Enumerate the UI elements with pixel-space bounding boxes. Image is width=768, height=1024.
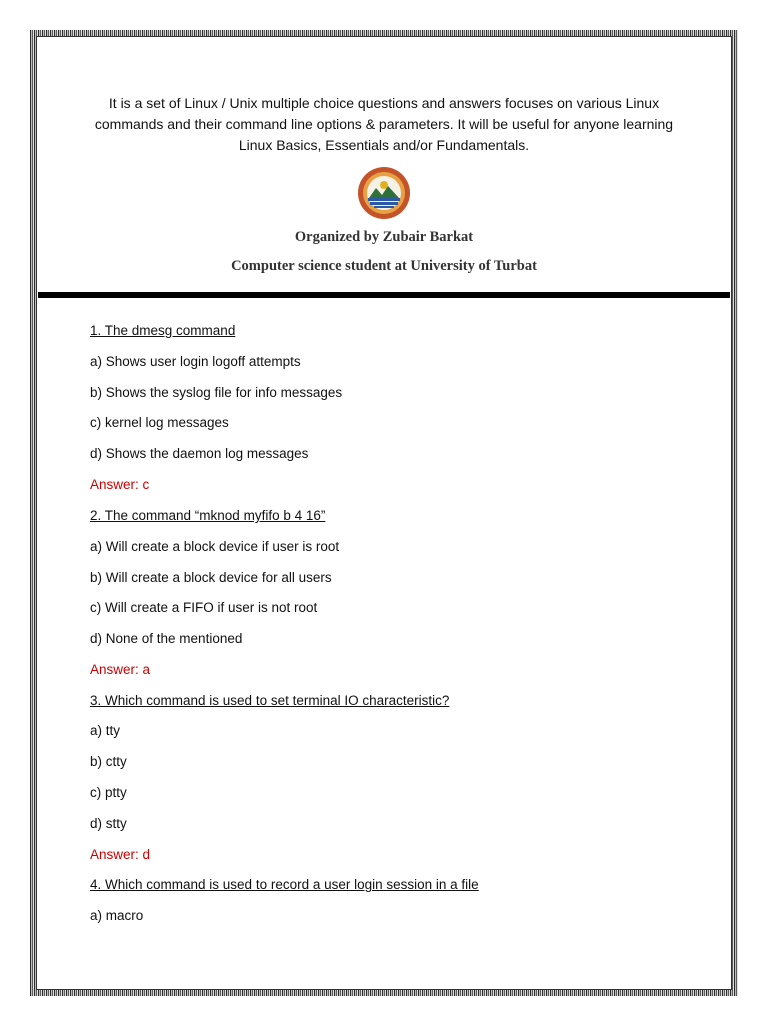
- option-item: b) Will create a block device for all users: [90, 570, 332, 585]
- option-item: c) ptty: [90, 785, 127, 800]
- intro-line: It is a set of Linux / Unix multiple choice questions and answers focuses on various Linux: [108, 95, 660, 111]
- university-seal-icon: [357, 166, 411, 220]
- question-title: 3. Which command is used to set terminal IO characteristic?: [90, 693, 450, 708]
- intro-line: commands and their command line options & parameters. It will be useful for anyone learning: [94, 116, 674, 132]
- intro-text: [60, 93, 708, 156]
- option-item: a) macro: [90, 908, 144, 923]
- option-item: b) Shows the syslog file for info messages: [90, 385, 343, 400]
- option-item: a) Will create a block device if user is root: [90, 539, 340, 554]
- answer-label: Answer: c: [90, 477, 150, 492]
- question-title: 2. The command “mknod myfifo b 4 16”: [90, 508, 326, 523]
- option-item: a) Shows user login logoff attempts: [90, 354, 301, 369]
- intro-line: Linux Basics, Essentials and/or Fundamentals.: [238, 137, 530, 153]
- option-item: d) Shows the daemon log messages: [90, 446, 309, 461]
- option-item: a) tty: [90, 723, 121, 738]
- option-item: c) kernel log messages: [90, 415, 229, 430]
- section-divider: [38, 292, 730, 298]
- question-title: 4. Which command is used to record a user login session in a file: [90, 877, 479, 892]
- question-title: 1. The dmesg command: [90, 323, 236, 338]
- answer-label: Answer: d: [90, 847, 151, 862]
- option-item: b) ctty: [90, 754, 127, 769]
- option-item: c) Will create a FIFO if user is not root: [90, 600, 318, 615]
- organizer-role: Computer science student at University of Turbat: [231, 258, 537, 274]
- option-item: d) None of the mentioned: [90, 631, 243, 646]
- answer-label: Answer: a: [90, 662, 151, 677]
- organizer-name: Organized by Zubair Barkat: [294, 229, 474, 245]
- option-item: d) stty: [90, 816, 127, 831]
